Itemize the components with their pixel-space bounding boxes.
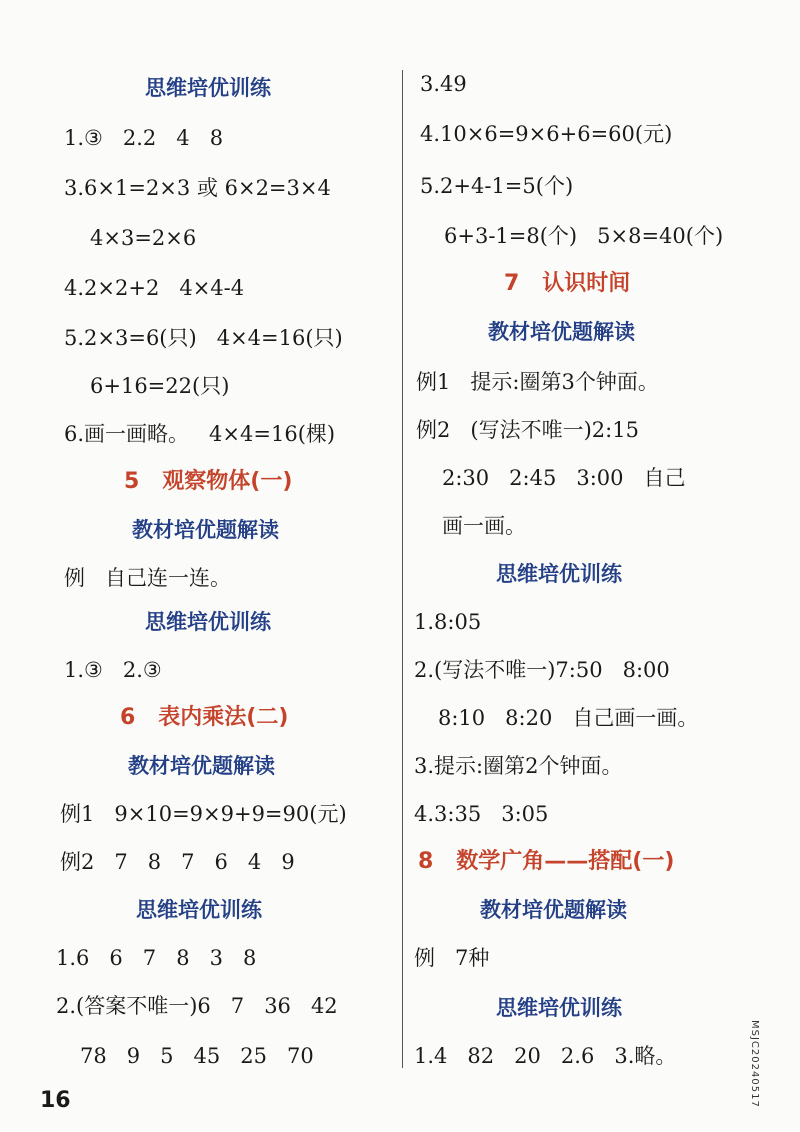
chapter-title-6: 6 表内乘法(二) bbox=[120, 705, 289, 730]
page-number: 16 bbox=[40, 1088, 71, 1113]
section-heading-textbook: 教材培优题解读 bbox=[132, 518, 279, 542]
section-heading-training: 思维培优训练 bbox=[496, 562, 622, 586]
section-heading-textbook: 教材培优题解读 bbox=[480, 898, 627, 922]
answer-line: 5.2×3=6(只) 4×4=16(只) bbox=[64, 326, 343, 350]
section-heading-textbook: 教材培优题解读 bbox=[128, 754, 275, 778]
column-divider bbox=[402, 70, 403, 1068]
section-heading-training: 思维培优训练 bbox=[145, 76, 271, 100]
answer-line: 3.提示:圈第2个钟面。 bbox=[414, 754, 623, 778]
answer-line: 8:10 8:20 自己画一画。 bbox=[438, 706, 699, 730]
answer-line: 1.8:05 bbox=[414, 610, 482, 634]
answer-line: 6+3-1=8(个) 5×8=40(个) bbox=[444, 224, 724, 248]
answer-line: 4×3=2×6 bbox=[90, 226, 197, 250]
answer-line: 6.画一画略。 4×4=16(棵) bbox=[64, 422, 336, 446]
chapter-title-8: 8 数学广角——搭配(一) bbox=[418, 849, 675, 874]
answer-line: 2.(答案不唯一)6 7 36 42 bbox=[56, 994, 338, 1018]
section-heading-training: 思维培优训练 bbox=[136, 898, 262, 922]
answer-line: 例1 9×10=9×9+9=90(元) bbox=[60, 802, 347, 826]
answer-line: 例 自己连一连。 bbox=[64, 566, 232, 590]
answer-line: 4.3:35 3:05 bbox=[414, 802, 549, 826]
answer-line: 例 7种 bbox=[414, 946, 490, 970]
chapter-title-7: 7 认识时间 bbox=[504, 271, 631, 296]
answer-line: 画一画。 bbox=[442, 514, 526, 538]
section-heading-training: 思维培优训练 bbox=[496, 996, 622, 1020]
answer-line: 4.10×6=9×6+6=60(元) bbox=[420, 122, 673, 146]
answer-line: 4.2×2+2 4×4-4 bbox=[64, 276, 245, 300]
answer-line: 例2 7 8 7 6 4 9 bbox=[60, 850, 295, 874]
answer-line: 6+16=22(只) bbox=[90, 374, 230, 398]
answer-line: 5.2+4-1=5(个) bbox=[420, 174, 574, 198]
answer-line: 例1 提示:圈第3个钟面。 bbox=[416, 370, 659, 394]
chapter-title-5: 5 观察物体(一) bbox=[124, 469, 293, 494]
answer-line: 例2 (写法不唯一)2:15 bbox=[416, 418, 639, 442]
answer-line: 2.(写法不唯一)7:50 8:00 bbox=[414, 658, 670, 682]
section-heading-textbook: 教材培优题解读 bbox=[488, 320, 635, 344]
answer-line: 3.6×1=2×3 或 6×2=3×4 bbox=[64, 176, 331, 200]
side-code: MSJC20240517 bbox=[749, 1020, 760, 1108]
answer-line: 1.③ 2.2 4 8 bbox=[64, 126, 224, 150]
section-heading-training: 思维培优训练 bbox=[145, 610, 271, 634]
answer-line: 78 9 5 45 25 70 bbox=[80, 1044, 314, 1068]
answer-line: 1.6 6 7 8 3 8 bbox=[56, 946, 257, 970]
answer-line: 2:30 2:45 3:00 自己 bbox=[442, 466, 686, 490]
answer-line: 3.49 bbox=[420, 72, 467, 96]
answer-line: 1.4 82 20 2.6 3.略。 bbox=[414, 1044, 677, 1068]
answer-line: 1.③ 2.③ bbox=[64, 658, 162, 682]
